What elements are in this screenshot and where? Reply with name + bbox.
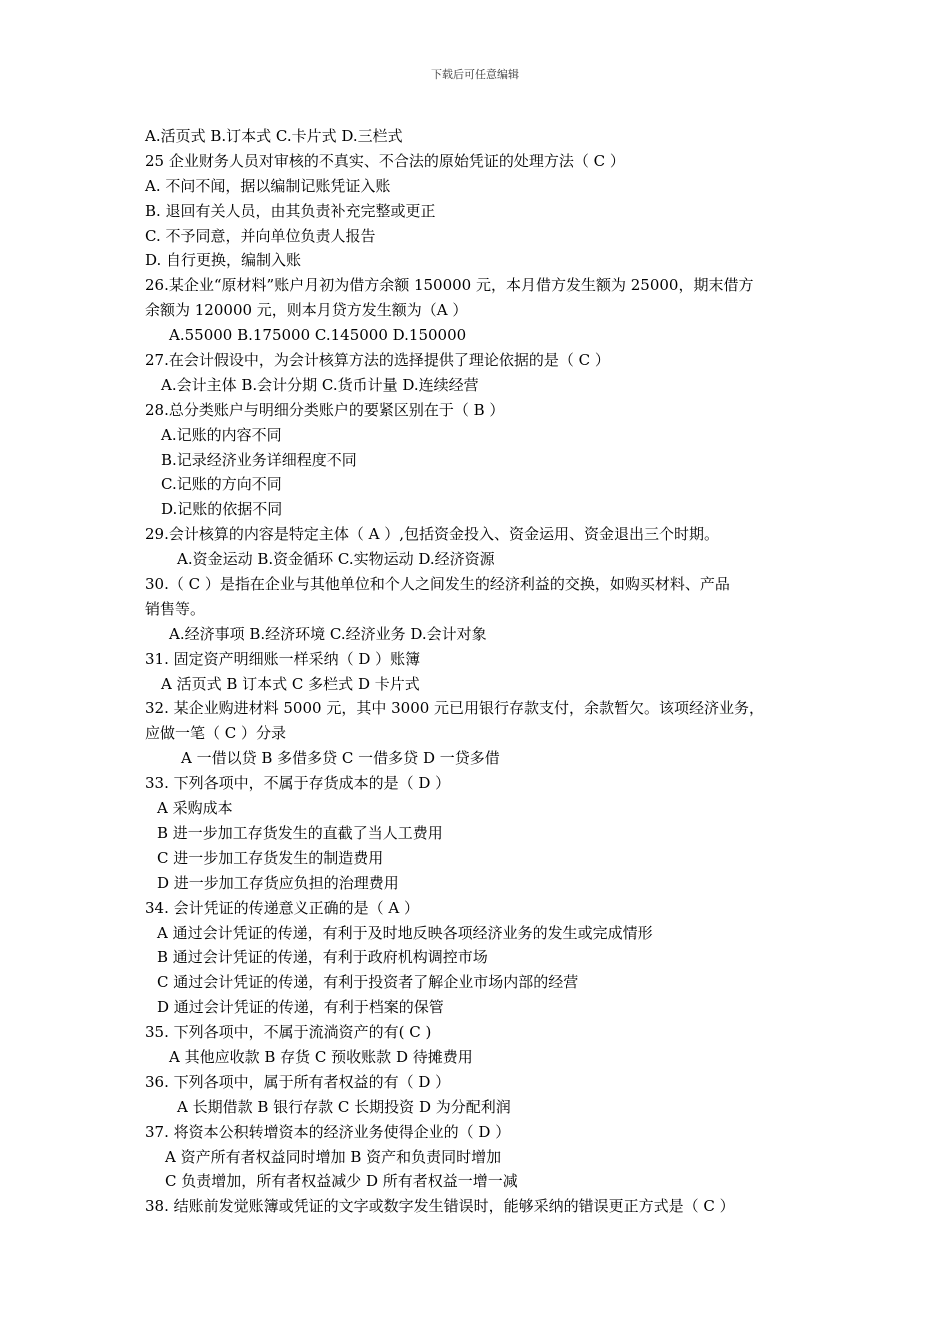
text-line: 应做一笔（ C ）分录: [145, 724, 287, 743]
text-line: B 通过会计凭证的传递，有利于政府机构调控市场: [157, 948, 488, 967]
text-line: 32. 某企业购进材料 5000 元，其中 3000 元已用银行存款支付，余款暂欠。该项经济业务，: [145, 699, 765, 718]
text-line: A.55000 B.175000 C.145000 D.150000: [169, 326, 467, 345]
text-line: A.会计主体 B.会计分期 C.货币计量 D.连续经营: [161, 375, 479, 394]
text-line: A.资金运动 B.资金循环 C.实物运动 D.经济资源: [177, 550, 495, 569]
text-line: A 活页式 B 订本式 C 多栏式 D 卡片式: [161, 674, 420, 693]
text-line: 35. 下列各项中，不属于流淌资产的有( C ): [145, 1023, 432, 1042]
text-line: B 进一步加工存货发生的直截了当人工费用: [157, 823, 443, 842]
text-line: 37. 将资本公积转增资本的经济业务使得企业的（ D ）: [145, 1122, 511, 1141]
text-line: A.经济事项 B.经济环境 C.经济业务 D.会计对象: [169, 624, 487, 643]
text-line: 28.总分类账户与明细分类账户的要紧区别在于（ B ）: [145, 400, 505, 419]
text-line: 销售等。: [145, 599, 206, 618]
text-line: 25 企业财务人员对审核的不真实、不合法的原始凭证的处理方法（ C ）: [145, 151, 625, 170]
text-line: 26.某企业“原材料”账户月初为借方余额 150000 元，本月借方发生额为 25000，期末借方: [145, 276, 754, 295]
text-line: C 负责增加，所有者权益减少 D 所有者权益一增一减: [165, 1172, 518, 1191]
text-line: 30.（ C ）是指在企业与其他单位和个人之间发生的经济利益的交换，如购买材料、产品: [145, 575, 730, 594]
text-line: C. 不予同意，并向单位负责人报告: [145, 226, 376, 245]
text-line: B.记录经济业务详细程度不同: [161, 450, 357, 469]
text-line: A.记账的内容不同: [161, 425, 282, 444]
text-line: A 通过会计凭证的传递，有利于及时地反映各项经济业务的发生或完成情形: [157, 923, 653, 942]
text-line: C 进一步加工存货发生的制造费用: [157, 848, 384, 867]
text-line: D.记账的依据不同: [161, 500, 283, 519]
text-line: 38. 结账前发觉账簿或凭证的文字或数字发生错误时，能够采纳的错误更正方式是（ C ）: [145, 1197, 735, 1216]
text-line: 34. 会计凭证的传递意义正确的是（ A ）: [145, 898, 419, 917]
text-line: 29.会计核算的内容是特定主体（ A ）,包括资金投入、资金运用、资金退出三个时期。: [145, 525, 719, 544]
text-line: A.活页式 B.订本式 C.卡片式 D.三栏式: [145, 127, 403, 145]
text-line: A 其他应收款 B 存货 C 预收账款 D 待摊费用: [169, 1047, 473, 1066]
text-line: C 通过会计凭证的传递，有利于投资者了解企业市场内部的经营: [157, 973, 579, 992]
text-line: A. 不问不闻，据以编制记账凭证入账: [145, 176, 391, 195]
text-line: D 进一步加工存货应负担的治理费用: [157, 873, 399, 892]
text-line: 33. 下列各项中，不属于存货成本的是（ D ）: [145, 774, 451, 793]
text-line: A 资产所有者权益同时增加 B 资产和负责同时增加: [165, 1147, 502, 1166]
text-line: A 采购成本: [157, 799, 233, 818]
text-line: D. 自行更换，编制入账: [145, 251, 302, 270]
text-line: C.记账的方向不同: [161, 475, 282, 494]
text-line: A 一借以贷 B 多借多贷 C 一借多贷 D 一贷多借: [181, 749, 500, 768]
text-line: D 通过会计凭证的传递，有利于档案的保管: [157, 998, 444, 1017]
text-line: A 长期借款 B 银行存款 C 长期投资 D 为分配利润: [177, 1097, 511, 1116]
text-line: 31. 固定资产明细账一样采纳（ D ）账簿: [145, 649, 421, 668]
page-header: 下载后可任意编辑: [431, 68, 519, 81]
text-line: 36. 下列各项中，属于所有者权益的有（ D ）: [145, 1072, 451, 1091]
text-line: B. 退回有关人员，由其负责补充完整或更正: [145, 201, 436, 220]
document-body: [145, 124, 815, 1219]
text-line: 余额为 120000 元，则本月贷方发生额为（A ）: [145, 301, 468, 320]
text-line: 27.在会计假设中，为会计核算方法的选择提供了理论依据的是（ C ）: [145, 351, 610, 370]
